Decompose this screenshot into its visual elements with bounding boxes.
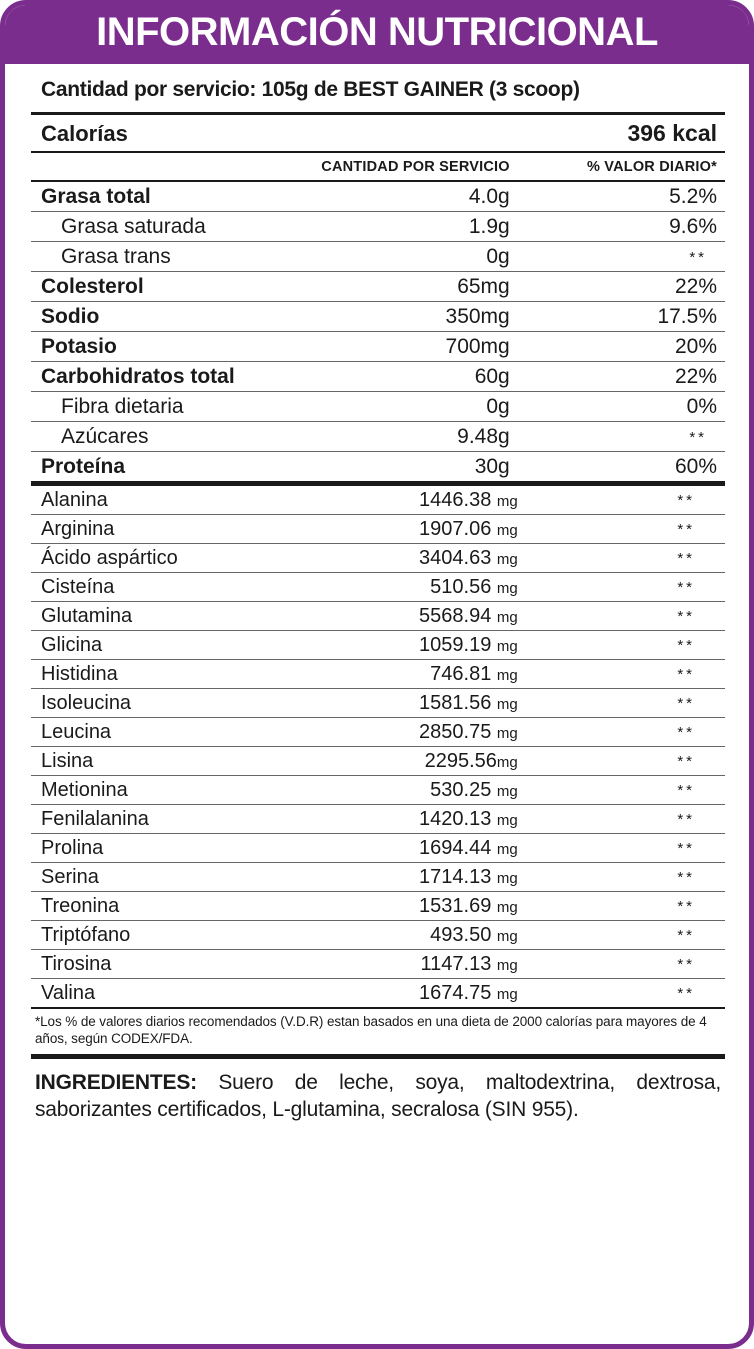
nutrient-daily-value: 22% bbox=[524, 272, 725, 302]
aminoacid-amount: 1420.13 mg bbox=[295, 805, 524, 834]
table-row bbox=[31, 979, 725, 1008]
aminoacid-daily-value: ** bbox=[524, 805, 725, 834]
aminoacid-name: Cisteína bbox=[31, 573, 295, 602]
calories-label: Calorías bbox=[41, 120, 128, 146]
aminoacid-name: Glutamina bbox=[31, 602, 295, 631]
aminoacid-daily-value: ** bbox=[524, 602, 725, 631]
aminoacid-daily-value: ** bbox=[524, 631, 725, 660]
aminoacid-daily-value: ** bbox=[524, 515, 725, 544]
calories-table bbox=[31, 115, 725, 151]
page-title: INFORMACIÓN NUTRICIONAL bbox=[5, 5, 749, 64]
nutrient-name: Sodio bbox=[31, 302, 295, 332]
aminoacid-daily-value: ** bbox=[524, 660, 725, 689]
table-row bbox=[31, 573, 725, 602]
nutrient-amount: 9.48g bbox=[295, 422, 524, 452]
aminoacid-name: Fenilalanina bbox=[31, 805, 295, 834]
aminoacid-name: Lisina bbox=[31, 747, 295, 776]
aminoacid-daily-value: ** bbox=[524, 834, 725, 863]
aminoacid-name: Valina bbox=[31, 979, 295, 1008]
table-row bbox=[31, 515, 725, 544]
nutrient-amount: 0g bbox=[295, 392, 524, 422]
nutrient-daily-value: 5.2% bbox=[669, 185, 717, 208]
table-row bbox=[31, 392, 725, 422]
aminoacid-daily-value: ** bbox=[524, 892, 725, 921]
nutrient-amount: 65mg bbox=[295, 272, 524, 302]
aminoacid-daily-value: ** bbox=[524, 979, 725, 1008]
aminoacid-daily-value: ** bbox=[524, 544, 725, 573]
aminoacid-daily-value: ** bbox=[524, 863, 725, 892]
nutrient-name: Azúcares bbox=[31, 422, 295, 452]
table-row bbox=[31, 212, 725, 242]
aminoacid-daily-value: ** bbox=[524, 747, 725, 776]
aminoacid-name: Serina bbox=[31, 863, 295, 892]
table-row bbox=[31, 182, 725, 212]
nutrient-daily-value: 9.6% bbox=[524, 212, 725, 242]
table-row bbox=[31, 332, 725, 362]
column-headers-row bbox=[31, 153, 725, 180]
aminoacid-daily-value: ** bbox=[524, 776, 725, 805]
aminoacid-amount: 510.56 mg bbox=[295, 573, 524, 602]
daily-value-footnote: *Los % de valores diarios recomendados (V.D.R) estan basados en una dieta de 2000 calorías para mayores de 4 años, según CODEX/FDA. bbox=[35, 1014, 707, 1046]
table-row bbox=[31, 834, 725, 863]
nutrient-amount: 4.0g bbox=[468, 185, 510, 208]
aminoacid-amount: 5568.94 mg bbox=[295, 602, 524, 631]
aminoacid-amount: 1531.69 mg bbox=[295, 892, 524, 921]
nutrient-amount: 60g bbox=[295, 362, 524, 392]
aminoacid-amount: 3404.63 mg bbox=[295, 544, 524, 573]
aminoacid-amount: 2295.56mg bbox=[295, 747, 524, 776]
aminoacid-daily-value: ** bbox=[677, 492, 695, 509]
table-row bbox=[31, 921, 725, 950]
aminoacids-table bbox=[31, 486, 725, 1007]
serving-size-text: Cantidad por servicio: 105g de BEST GAINER (3 scoop) bbox=[41, 78, 580, 101]
nutrient-amount: 0g bbox=[295, 242, 524, 272]
aminoacid-name: Histidina bbox=[31, 660, 295, 689]
nutrient-amount: 1.9g bbox=[295, 212, 524, 242]
table-row bbox=[31, 272, 725, 302]
table-row bbox=[31, 689, 725, 718]
aminoacid-name: Isoleucina bbox=[31, 689, 295, 718]
table-row bbox=[31, 892, 725, 921]
table-row bbox=[31, 950, 725, 979]
nutrient-daily-value: 0% bbox=[524, 392, 725, 422]
nutrient-daily-value: ** bbox=[524, 242, 725, 272]
label-body bbox=[5, 64, 749, 1123]
aminoacid-name: Metionina bbox=[31, 776, 295, 805]
nutrient-name: Grasa saturada bbox=[31, 212, 295, 242]
aminoacid-amount: 1446.38 mg bbox=[419, 489, 518, 511]
table-row bbox=[31, 362, 725, 392]
table-row bbox=[31, 631, 725, 660]
table-row bbox=[31, 602, 725, 631]
aminoacid-daily-value: ** bbox=[524, 950, 725, 979]
nutrient-name: Grasa trans bbox=[31, 242, 295, 272]
nutrient-daily-value: 22% bbox=[524, 362, 725, 392]
aminoacid-amount: 493.50 mg bbox=[295, 921, 524, 950]
nutrient-daily-value: 60% bbox=[524, 452, 725, 482]
aminoacid-name: Prolina bbox=[31, 834, 295, 863]
ingredients-text: Suero de leche, soya, maltodextrina, dextrosa, saborizantes certificados, L-glutamina, secralosa (SIN 955). bbox=[35, 1070, 721, 1122]
aminoacid-name: Leucina bbox=[31, 718, 295, 747]
aminoacid-daily-value: ** bbox=[524, 921, 725, 950]
aminoacid-amount: 530.25 mg bbox=[295, 776, 524, 805]
aminoacid-daily-value: ** bbox=[524, 573, 725, 602]
table-row bbox=[31, 660, 725, 689]
aminoacid-amount: 1714.13 mg bbox=[295, 863, 524, 892]
column-header-table bbox=[31, 153, 725, 180]
nutrient-daily-value: 17.5% bbox=[524, 302, 725, 332]
aminoacid-name: Ácido aspártico bbox=[31, 544, 295, 573]
aminoacid-amount: 1581.56 mg bbox=[295, 689, 524, 718]
nutrient-name: Potasio bbox=[31, 332, 295, 362]
ingredients-paragraph bbox=[31, 1059, 725, 1124]
table-row bbox=[31, 422, 725, 452]
column-header-daily-value: % VALOR DIARIO* bbox=[586, 159, 717, 175]
nutrient-name: Fibra dietaria bbox=[31, 392, 295, 422]
aminoacid-amount: 1674.75 mg bbox=[295, 979, 524, 1008]
column-header-amount: CANTIDAD POR SERVICIO bbox=[321, 159, 510, 175]
nutrient-amount: 700mg bbox=[295, 332, 524, 362]
nutrient-daily-value: ** bbox=[524, 422, 725, 452]
table-row bbox=[31, 302, 725, 332]
aminoacid-amount: 1907.06 mg bbox=[295, 515, 524, 544]
aminoacid-daily-value: ** bbox=[524, 718, 725, 747]
nutrient-amount: 350mg bbox=[295, 302, 524, 332]
ingredients-label: INGREDIENTES: bbox=[35, 1070, 197, 1094]
table-row bbox=[31, 242, 725, 272]
aminoacid-amount: 1147.13 mg bbox=[295, 950, 524, 979]
nutrient-name: Grasa total bbox=[41, 185, 151, 208]
nutrient-name: Carbohidratos total bbox=[31, 362, 295, 392]
table-row bbox=[31, 805, 725, 834]
aminoacid-name: Arginina bbox=[31, 515, 295, 544]
nutrient-amount: 30g bbox=[295, 452, 524, 482]
nutrient-name: Colesterol bbox=[31, 272, 295, 302]
nutrients-table bbox=[31, 182, 725, 481]
table-row bbox=[31, 544, 725, 573]
table-row bbox=[31, 718, 725, 747]
aminoacid-name: Glicina bbox=[31, 631, 295, 660]
aminoacid-name: Tirosina bbox=[31, 950, 295, 979]
table-row bbox=[31, 486, 725, 515]
table-row bbox=[31, 452, 725, 482]
table-row bbox=[31, 747, 725, 776]
calories-value: 396 kcal bbox=[627, 120, 717, 146]
aminoacid-amount: 1059.19 mg bbox=[295, 631, 524, 660]
aminoacid-daily-value: ** bbox=[524, 689, 725, 718]
aminoacid-amount: 2850.75 mg bbox=[295, 718, 524, 747]
table-row bbox=[31, 776, 725, 805]
column-header-blank bbox=[31, 153, 295, 180]
aminoacid-name: Alanina bbox=[41, 489, 108, 511]
aminoacid-amount: 746.81 mg bbox=[295, 660, 524, 689]
aminoacid-name: Triptófano bbox=[31, 921, 295, 950]
calories-row bbox=[31, 115, 725, 151]
aminoacid-name: Treonina bbox=[31, 892, 295, 921]
nutrient-name: Proteína bbox=[31, 452, 295, 482]
table-row bbox=[31, 863, 725, 892]
aminoacid-amount: 1694.44 mg bbox=[295, 834, 524, 863]
nutrient-daily-value: 20% bbox=[524, 332, 725, 362]
